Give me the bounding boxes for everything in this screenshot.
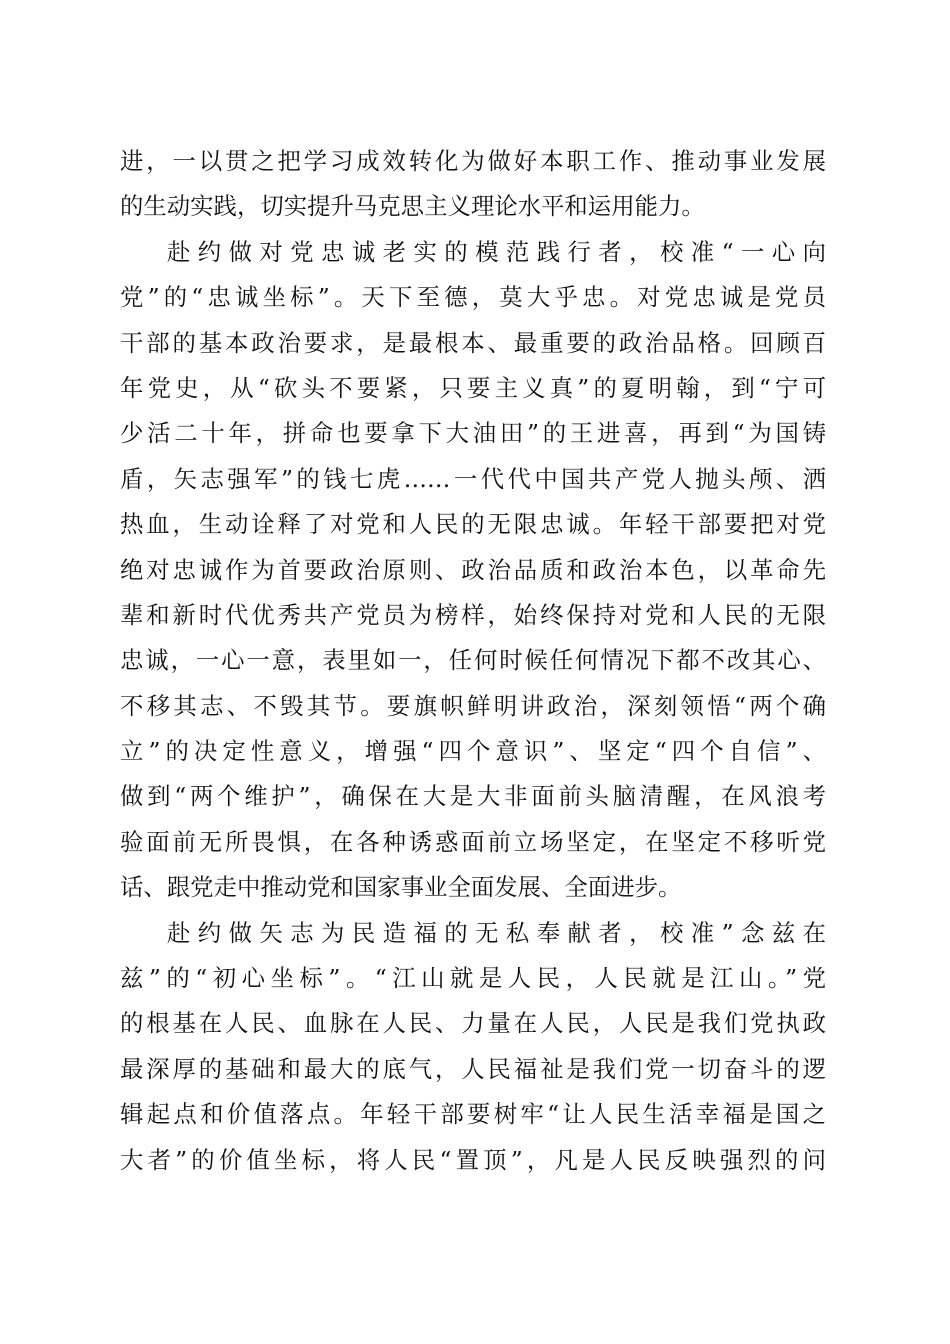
- text-line: 立”的决定性意义，增强“四个意识”、坚定“四个自信”、: [120, 737, 826, 766]
- text-line: 大者”的价值坐标，将人民“置顶”，凡是人民反映强烈的问: [120, 1145, 826, 1174]
- text-line: 辑起点和价值落点。年轻干部要树牢“让人民生活幸福是国之: [120, 1100, 826, 1129]
- text-line: 最深厚的基础和最大的底气，人民福祉是我们党一切奋斗的逻: [120, 1054, 826, 1083]
- text-line: 党”的“忠诚坐标”。天下至德，莫大乎忠。对党忠诚是党员: [120, 283, 826, 312]
- text-line: 绝对忠诚作为首要政治原则、政治品质和政治本色，以革命先: [120, 555, 826, 584]
- text-line: 干部的基本政治要求，是最根本、最重要的政治品格。回顾百: [120, 328, 826, 357]
- text-line: 热血，生动诠释了对党和人民的无限忠诚。年轻干部要把对党: [120, 510, 826, 539]
- text-line: 辈和新时代优秀共产党员为榜样，始终保持对党和人民的无限: [120, 600, 826, 629]
- text-line: 忠诚，一心一意，表里如一，任何时候任何情况下都不改其心、: [120, 646, 826, 675]
- text-line: 不移其志、不毁其节。要旗帜鲜明讲政治，深刻领悟“两个确: [120, 691, 826, 720]
- text-line: 盾，矢志强军”的钱七虎……一代代中国共产党人抛头颅、洒: [120, 464, 826, 493]
- text-line: 的根基在人民、血脉在人民、力量在人民，人民是我们党执政: [120, 1009, 826, 1038]
- text-line: 做到“两个维护”，确保在大是大非面前头脑清醒，在风浪考: [120, 782, 826, 811]
- text-line: 进，一以贯之把学习成效转化为做好本职工作、推动事业发展: [120, 147, 826, 175]
- text-line: 的生动实践，切实提升马克思主义理论水平和运用能力。: [120, 192, 705, 221]
- text-line: 年党史，从“砍头不要紧，只要主义真”的夏明翰，到“宁可: [120, 373, 826, 402]
- text-line: 兹”的“初心坐标”。“江山就是人民，人民就是江山。”党: [120, 964, 826, 993]
- text-line: 少活二十年，拼命也要拿下大油田”的王进喜，再到“为国铸: [120, 419, 826, 448]
- text-line: 验面前无所畏惧，在各种诱惑面前立场坚定，在坚定不移听党: [120, 827, 826, 856]
- body-text: [120, 139, 826, 1183]
- paragraph-first-line: 赴约做对党忠诚老实的模范践行者，校准“一心向: [167, 237, 826, 266]
- paragraph-first-line: 赴约做矢志为民造福的无私奉献者，校准”念兹在: [167, 918, 826, 947]
- text-line: 话、跟党走中推动党和国家事业全面发展、全面进步。: [120, 873, 682, 902]
